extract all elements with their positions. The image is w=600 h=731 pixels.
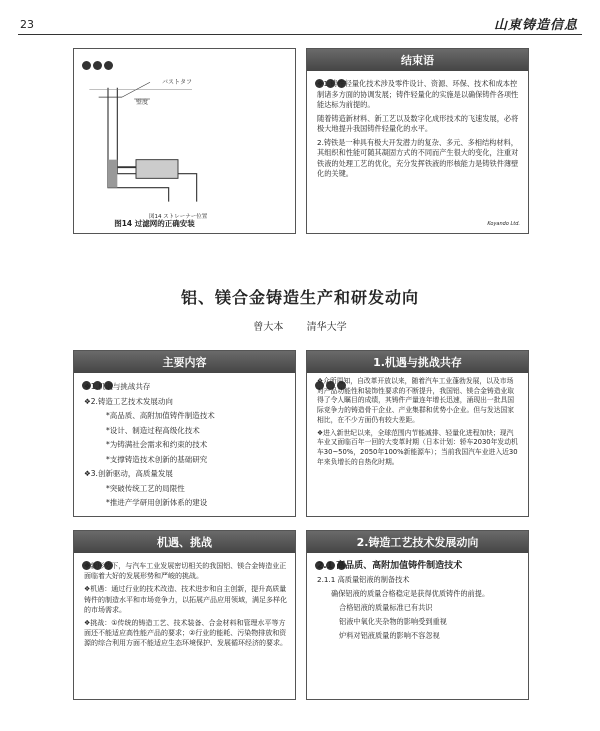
slide-body [84,561,287,652]
slide-title: 2.铸造工艺技术发展动向 [356,536,479,549]
list-item: *高品质、高附加值铸件制造技术 [106,411,215,420]
byline [0,318,600,333]
paragraph: ❖机遇：通过行业的技术改造、技术进步和自主创新，提升高质量铸件的制造水平和市场竞争力，以拓展产品应用领域，满足多样化的市场需求。 [84,585,287,614]
slide-trends [306,530,529,700]
paragraph: ❖挑战：①传统的铸造工艺、技术装备、合金材料和管理水平等方面还不能适应高性能产品的要求；②行业的能耗、污染物排放和资源的综合利用方面不能适应生态环境保护、发展循环经济的要求。 [84,619,287,648]
slide-title: 机遇、挑战 [157,536,212,549]
filter-installation-diagram [80,71,274,211]
subsection-heading: 2.1.1 高质量铝液的制备技术 [317,575,410,584]
slide-body [317,377,520,470]
author: 曾大本 [253,322,284,333]
header-rule [18,34,582,35]
paragraph: 随着铸造新材料、新工艺以及数字化成形技术的飞速发展，必将极大地提升我国铸件轻量化的水平。 [317,113,519,133]
slide-contents [73,350,296,517]
paragraph: ❖众所周知，自改革开放以来，随着汽车工业蓬勃发展，以及市场对产品功能性和装饰性要求的不断提升，我国铝、镁合金铸造业取得了令人瞩目的成绩，其铸件产量连年增长迅速，涌现出一批具国际竞争力的铸造骨干企业、产业集群和优势小企业。但与发达国家相比，在不少方面仍有较大差距。 [317,377,515,424]
paragraph: ❖新形势下，与汽车工业发展密切相关的我国铝、镁合金铸造业正面临着大好的发展形势和严峻的挑战。 [84,562,287,581]
slide-title: 结束语 [401,54,434,67]
list-item: ❖1.机遇与挑战共存 [84,382,151,391]
list-item: *为铸满社会需求和约束的技术 [106,440,208,449]
slide-body [317,561,520,644]
paragraph: 确保铝液的质量合格稳定是获得优质铸件的前提。 [331,589,490,598]
slide-conclusion [306,48,529,234]
list-item: ❖3.创新驱动，高质量发展 [84,469,173,478]
paragraph: 炉料对铝液质量的影响不容忽视 [339,631,440,640]
slide-footer: Koyando Ltd. [487,221,520,227]
paragraph: 铝液中氧化夹杂物的影响受到重视 [339,617,447,626]
slide-challenge [73,530,296,700]
contents-list [84,381,287,512]
paragraph: 合格铝液的质量标准已有共识 [339,603,433,612]
figure-caption: 图14 过滤网的正确安装 [114,219,195,228]
figure-label-bottom: 図14 ストレーナー位置 [149,214,208,220]
list-item: *推进产学研用创新体系的建设 [106,498,208,507]
slide-figure [73,48,296,234]
list-item: *设计、制造过程高级化技术 [106,425,200,435]
paragraph: 2.铸铁是一种具有极大开发潜力的复杂、多元、多相结构材料，其组织和性能可随其凝固方式的不同而产生很大的变化，注重对铁液的处理工艺的优化，充分发挥铁液的形核能力是铸铁件薄壁化的关键。 [317,137,519,178]
slide-title: 1.机遇与挑战共存 [373,356,462,369]
slide-title: 主要内容 [162,356,207,369]
list-item: *支撑铸造技术创新的基础研究 [106,454,208,464]
slide-body [317,79,520,183]
paragraph: ❖1.铸件轻量化技术涉及零件设计、资源、环保、技术和成本控制诸多方面的协调发展；铸件轻量化的实施是以确保铸件各项性能达标为前提的。 [317,79,519,109]
figure-label-top: バストタフ [162,79,193,86]
affiliation: 清华大学 [306,322,347,333]
page-number: 23 [20,18,34,31]
paragraph: ❖进入新世纪以来，全球范围内节能减排、轻量化进程加快；现汽车业又面临百年一回的大变革时期（日本计划：轿车2030年发动机车30~50%，2050年100%新能源车）；当前我国汽车业进入近30年来负增长的自热化时期。 [317,428,518,466]
list-item: ❖2.铸造工艺技术发展动向 [84,396,173,406]
section-heading: 2.1 高品质、高附加值铸件制造技术 [317,561,463,571]
slide-opportunity [306,350,529,517]
figure-label-left: 壁度 [136,99,149,106]
article-title: 铝、镁合金铸造生产和研发动向 [180,288,419,307]
list-item: *突破传统工艺的局限性 [106,483,185,493]
journal-masthead: 山東铸造信息 [493,18,578,33]
